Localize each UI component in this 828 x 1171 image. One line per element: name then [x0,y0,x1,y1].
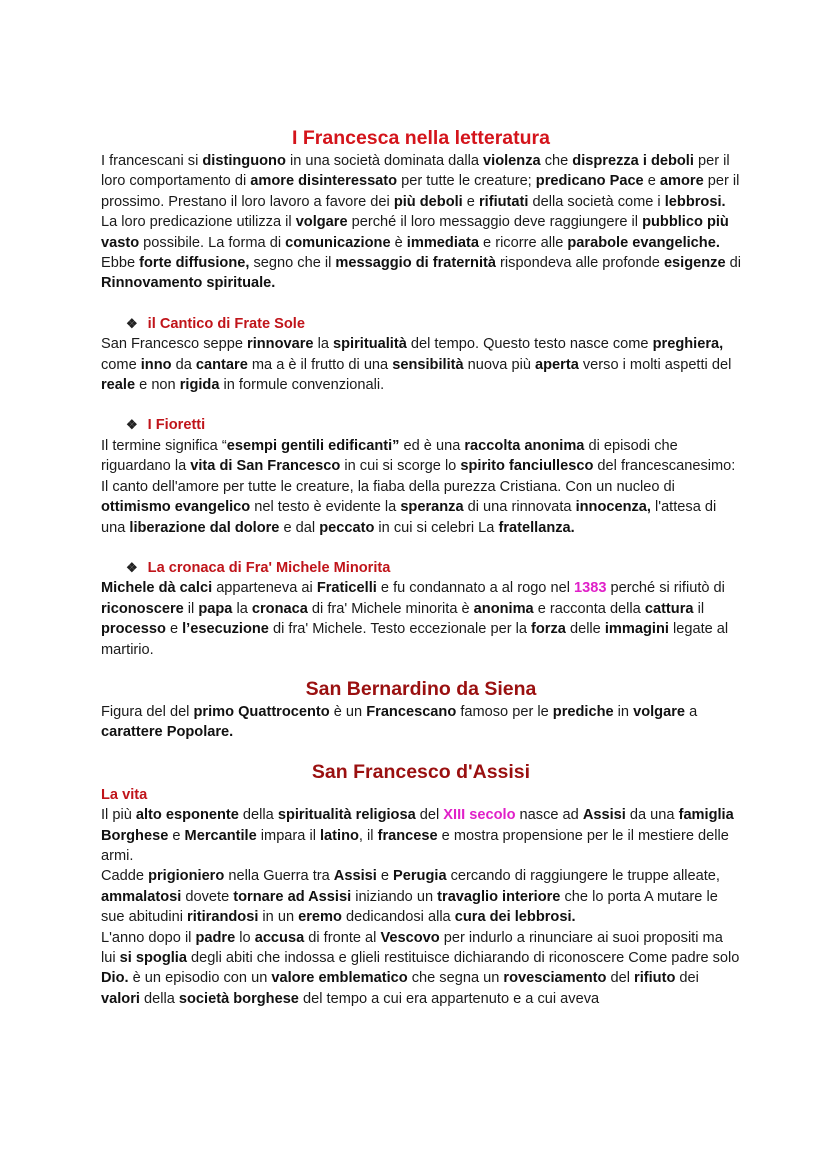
francesco-paragraph-3: L'anno dopo il padre lo accusa di fronte al Vescovo per indurlo a rinunciare ai suoi propositi ma lui si spoglia degli abiti che indossa e glieli restituisce dichiarando di riconoscere Come padre solo Dio. è un episodio con un valore emblematico che segna un rovesciamento del rifiuto dei valori della società borghese del tempo a cui era appartenuto e a cui aveva [101,929,740,1007]
bernardino-heading: San Bernardino da Siena [305,677,537,700]
fioretti-paragraph: Il termine significa “esempi gentili edificanti” ed è una raccolta anonima di episodi che riguardano la vita di San Francesco in cui si scorge lo spirito fanciullesco del francescanesimo: Il canto dell'amore per tutte le creature, la fiaba della purezza Cristiana. Con un nucleo di ottimismo evangelico nel testo è evidente la speranza di una rinnovata innocenza, l'attesa di una liberazione dal dolore e dal peccato in cui si celebri La fratellanza. [101,437,736,536]
diamond-bullet-icon: ❖ [126,315,138,331]
cantico-heading-text: il Cantico di Frate Sole [147,315,305,332]
fioretti-heading-text: I Fioretti [147,417,206,434]
page-title: I Francesca nella letteratura [292,127,550,149]
cronaca-heading [101,558,741,578]
bernardino-paragraph: Figura del del primo Quattrocento è un Francescano famoso per le prediche in volgare a carattere Popolare. [101,703,698,741]
francesco-paragraph-2: Cadde prigioniero nella Guerra tra Assisi e Perugia cercando di raggiungere le truppe alleate, ammalatosi dovete tornare ad Assisi iniziando un travaglio interiore che lo porta A mutare le sue abitudini ritirandosi in un eremo dedicandosi alla cura dei lebbrosi. [101,868,720,926]
francesco-heading: San Francesco d'Assisi [311,760,531,783]
cantico-paragraph: San Francesco seppe rinnovare la spiritualità del tempo. Questo testo nasce come preghiera, come inno da cantare ma a è il frutto di una sensibilità nuova più aperta verso i molti aspetti del reale e non rigida in formule convenzionali. [101,336,732,394]
diamond-bullet-icon: ❖ [126,559,138,575]
francesco-paragraph-1: Il più alto esponente della spiritualità religiosa del XIII secolo nasce ad Assisi da una famiglia Borghese e Mercantile impara il latino, il francese e mostra propensione per le il mestiere delle armi. [101,807,734,864]
intro-paragraph-3: Ebbe forte diffusione, segno che il messaggio di fraternità rispondeva alle profonde esigenze di Rinnovamento spirituale. [101,255,742,292]
document-page [101,123,741,1009]
diamond-bullet-icon: ❖ [126,417,138,433]
intro-section [101,151,741,294]
cronaca-paragraph: Michele dà calci apparteneva ai Fraticelli e fu condannato a al rogo nel 1383 perché si rifiutò di riconoscere il papa la cronaca di fra' Michele minorita è anonima e racconta della cattura il processo e l’esecuzione di fra' Michele. Testo eccezionale per la forza delle immagini legate al martirio. [101,580,729,658]
intro-paragraph-2: La loro predicazione utilizza il volgare perché il loro messaggio deve raggiungere il pubblico più vasto possibile. La forma di comunicazione è immediata e ricorre alle parabole evangeliche. [101,214,729,251]
francesco-subheading: La vita [101,786,148,803]
cantico-heading [101,314,741,334]
intro-paragraph-1: I francescani si distinguono in una società dominata dalla violenza che disprezza i deboli per il loro comportamento di amore disinteressato per tutte le creature; predicano Pace e amore per il prossimo. Prestano il loro lavoro a favore dei più deboli e rifiutati della società come i lebbrosi. [101,153,740,210]
cronaca-heading-text: La cronaca di Fra' Michele Minorita [147,559,391,576]
fioretti-heading [101,415,741,435]
